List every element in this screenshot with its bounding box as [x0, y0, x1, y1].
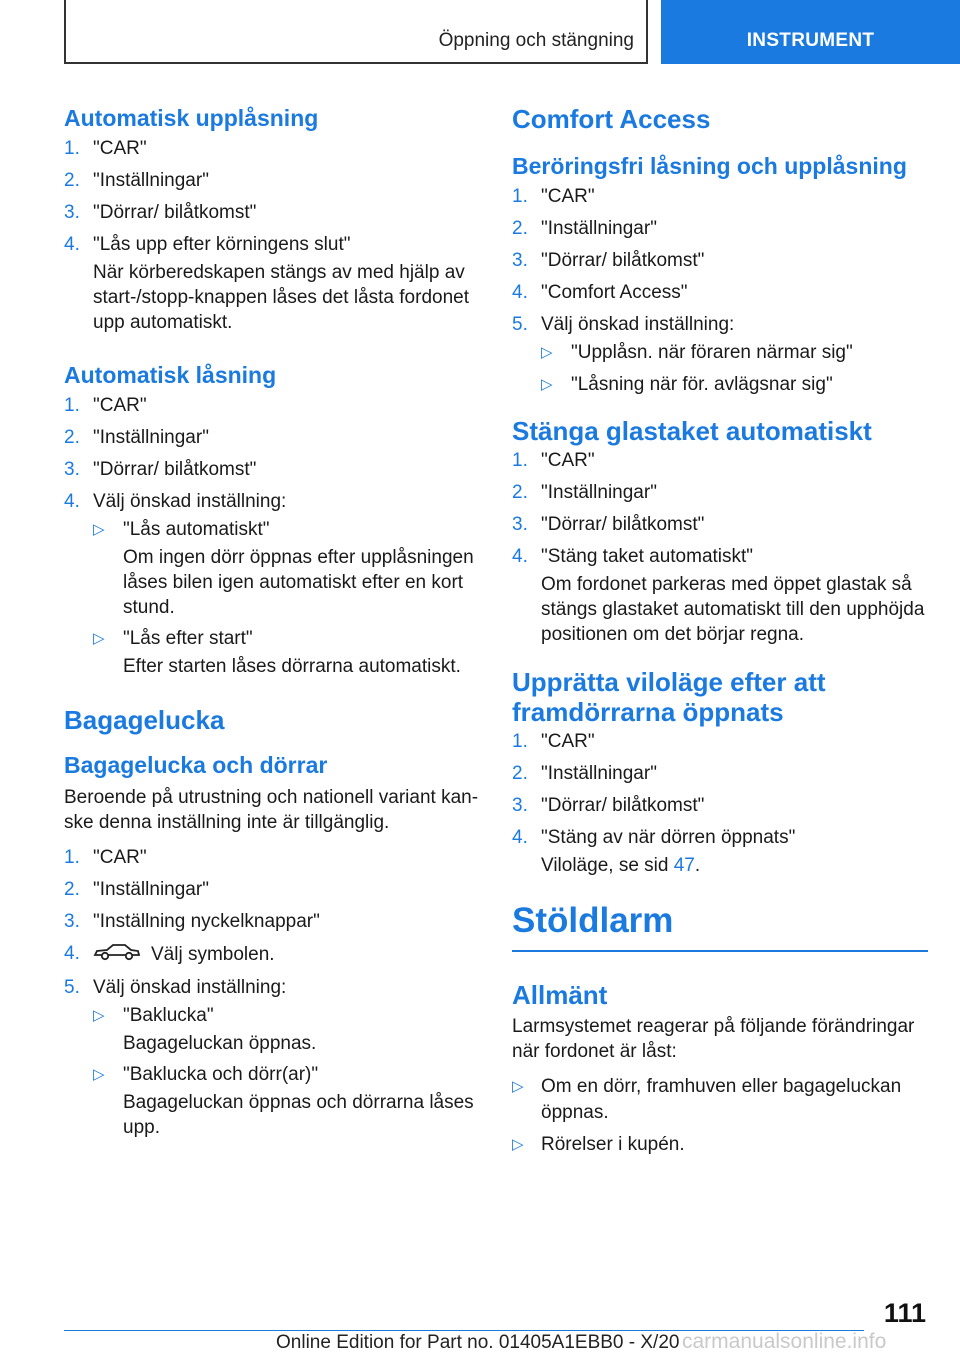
list-item: 2. "Inställningar" [512, 482, 657, 503]
auto-unlock-note: När körberedskapen stängs av med hjälp av start-/stopp-knappen låses det låsta fordonet upp automatiskt. [93, 262, 470, 333]
list-item: 3. "Dörrar/ bilåtkomst" [512, 514, 705, 535]
comfort-steps [512, 184, 928, 398]
list-item: 4. "Comfort Access" [512, 282, 688, 303]
list-item: 4. Välj symbolen. [64, 941, 480, 969]
heading-glass-roof: Stänga glastaket automatiskt [512, 416, 872, 446]
list-item: 3. "Dörrar/ bilåtkomst" [512, 250, 705, 271]
option-item: ▷ "Lås automatiskt" Om ingen dörr öppnas efter upplåsningen låses bilen igen automatiskt efter en kort stund. [93, 519, 474, 618]
option-item: ▷ "Lås efter start" Efter starten låses dörrarna automatiskt. [93, 628, 461, 677]
list-item: 2. "Inställningar" [512, 763, 657, 784]
alarm-bullets [512, 1074, 928, 1158]
roof-steps [512, 448, 928, 647]
left-column [64, 98, 480, 1146]
header-badge: INSTRUMENT [746, 30, 875, 51]
triangle-right-icon: ▷ [93, 630, 105, 647]
heading-auto-unlock: Automatisk upplåsning [64, 105, 319, 131]
trunk-intro: Beroende på utrustning och nationell variant kan-ske denna inställning inte är tillgänglig. [64, 787, 479, 833]
heading-rest-mode: Upprätta viloläge efter att framdörrarna öppnats [512, 667, 826, 727]
heading-contactless: Beröringsfri låsning och upplåsning [512, 153, 907, 179]
list-item: 3. "Dörrar/ bilåtkomst" [64, 202, 257, 223]
triangle-right-icon: ▷ [512, 1078, 524, 1095]
header-section-box [64, 0, 648, 64]
list-item: ▷ Om en dörr, framhuven eller bagageluckan öppnas. [512, 1076, 902, 1123]
rest-steps [512, 729, 928, 878]
header-section-title: Öppning och stängning [438, 30, 634, 51]
auto-lock-options [93, 517, 480, 679]
roof-note: Om fordonet parkeras med öppet glastak så stängs glastaket automatiskt till den upphöjda positionen om det börjar regna. [541, 574, 925, 645]
list-item: 5. Välj önskad inställning: ▷ "Baklucka" Bagageluckan öppnas. ▷ "Baklucka och dörr(ar)" Bagageluckan öppnas och dörrarna låses upp. [64, 975, 480, 1140]
triangle-right-icon: ▷ [93, 1007, 105, 1024]
list-item: 4. "Stäng av när dörren öppnats" Viloläge, se sid 47. [512, 825, 928, 878]
triangle-right-icon: ▷ [93, 521, 105, 538]
auto-unlock-steps [64, 136, 480, 335]
car-icon [93, 941, 141, 969]
triangle-right-icon: ▷ [93, 1066, 105, 1083]
list-item: 1. "CAR" [512, 186, 595, 207]
list-item: 2. "Inställningar" [64, 879, 209, 900]
list-item: 2. "Inställningar" [512, 218, 657, 239]
list-item: 2. "Inställningar" [64, 427, 209, 448]
list-item: 1. "CAR" [64, 847, 147, 868]
page-number: 111 [883, 1298, 926, 1328]
list-item: 1. "CAR" [64, 395, 147, 416]
list-item: 1. "CAR" [512, 450, 595, 471]
heading-general: Allmänt [512, 980, 608, 1010]
header-badge-box [661, 0, 960, 64]
heading-auto-lock: Automatisk låsning [64, 362, 277, 388]
heading-theft-alarm: Stöldlarm [512, 900, 928, 952]
option-item: ▷ "Baklucka och dörr(ar)" Bagageluckan öppnas och dörrarna låses upp. [93, 1064, 474, 1138]
comfort-options [541, 340, 928, 398]
triangle-right-icon: ▷ [541, 344, 553, 361]
option-item: ▷ "Baklucka" Bagageluckan öppnas. [93, 1005, 317, 1054]
alarm-intro: Larmsystemet reagerar på följande förändringar när fordonet är låst: [512, 1016, 915, 1062]
list-item: 5. Välj önskad inställning: ▷ "Upplåsn. när föraren närmar sig" ▷ "Låsning när för. avlägsnar sig" [512, 312, 928, 398]
trunk-steps [64, 845, 480, 1140]
list-item: 1. "CAR" [64, 138, 147, 159]
list-item: 4. "Stäng taket automatiskt" Om fordonet parkeras med öppet glastak så stängs glastaket automatiskt till den upphöjda positionen om det börjar regna. [512, 544, 928, 647]
list-item: 4. "Lås upp efter körningens slut" När körberedskapen stängs av med hjälp av start-/stopp-knappen låses det låsta fordonet upp automatiskt. [64, 232, 480, 335]
list-item: 3. "Dörrar/ bilåtkomst" [512, 795, 705, 816]
page-link[interactable]: 47 [673, 855, 695, 876]
list-item: 1. "CAR" [512, 731, 595, 752]
heading-trunk: Bagagelucka [64, 705, 225, 735]
option-item: ▷ "Upplåsn. när föraren närmar sig" [541, 340, 928, 366]
triangle-right-icon: ▷ [512, 1136, 524, 1153]
list-item: 2. "Inställningar" [64, 170, 209, 191]
list-item: 3. "Inställning nyckelknappar" [64, 911, 320, 932]
trunk-options [93, 1003, 480, 1140]
heading-comfort-access: Comfort Access [512, 104, 711, 134]
list-item: 3. "Dörrar/ bilåtkomst" [64, 459, 257, 480]
option-item: ▷ "Låsning när för. avlägsnar sig" [541, 372, 928, 398]
list-item: ▷ Rörelser i kupén. [512, 1132, 928, 1158]
list-item: 4. Välj önskad inställning: ▷ "Lås automatiskt" Om ingen dörr öppnas efter upplåsningen låses bilen igen automatiskt efter en kort stund. ▷ "Lås efter start" Efter starten låses dörrarna automatiskt. [64, 489, 480, 679]
rest-note: Viloläge, se sid 47. [541, 855, 701, 876]
footer-edition: Online Edition for Part no. 01405A1EBB0 - X/20 [276, 1332, 680, 1353]
auto-lock-steps [64, 393, 480, 679]
triangle-right-icon: ▷ [541, 376, 553, 393]
heading-trunk-doors: Bagagelucka och dörrar [64, 752, 328, 778]
right-column [512, 98, 928, 1164]
watermark: carmanualsonline.info [682, 1330, 887, 1353]
